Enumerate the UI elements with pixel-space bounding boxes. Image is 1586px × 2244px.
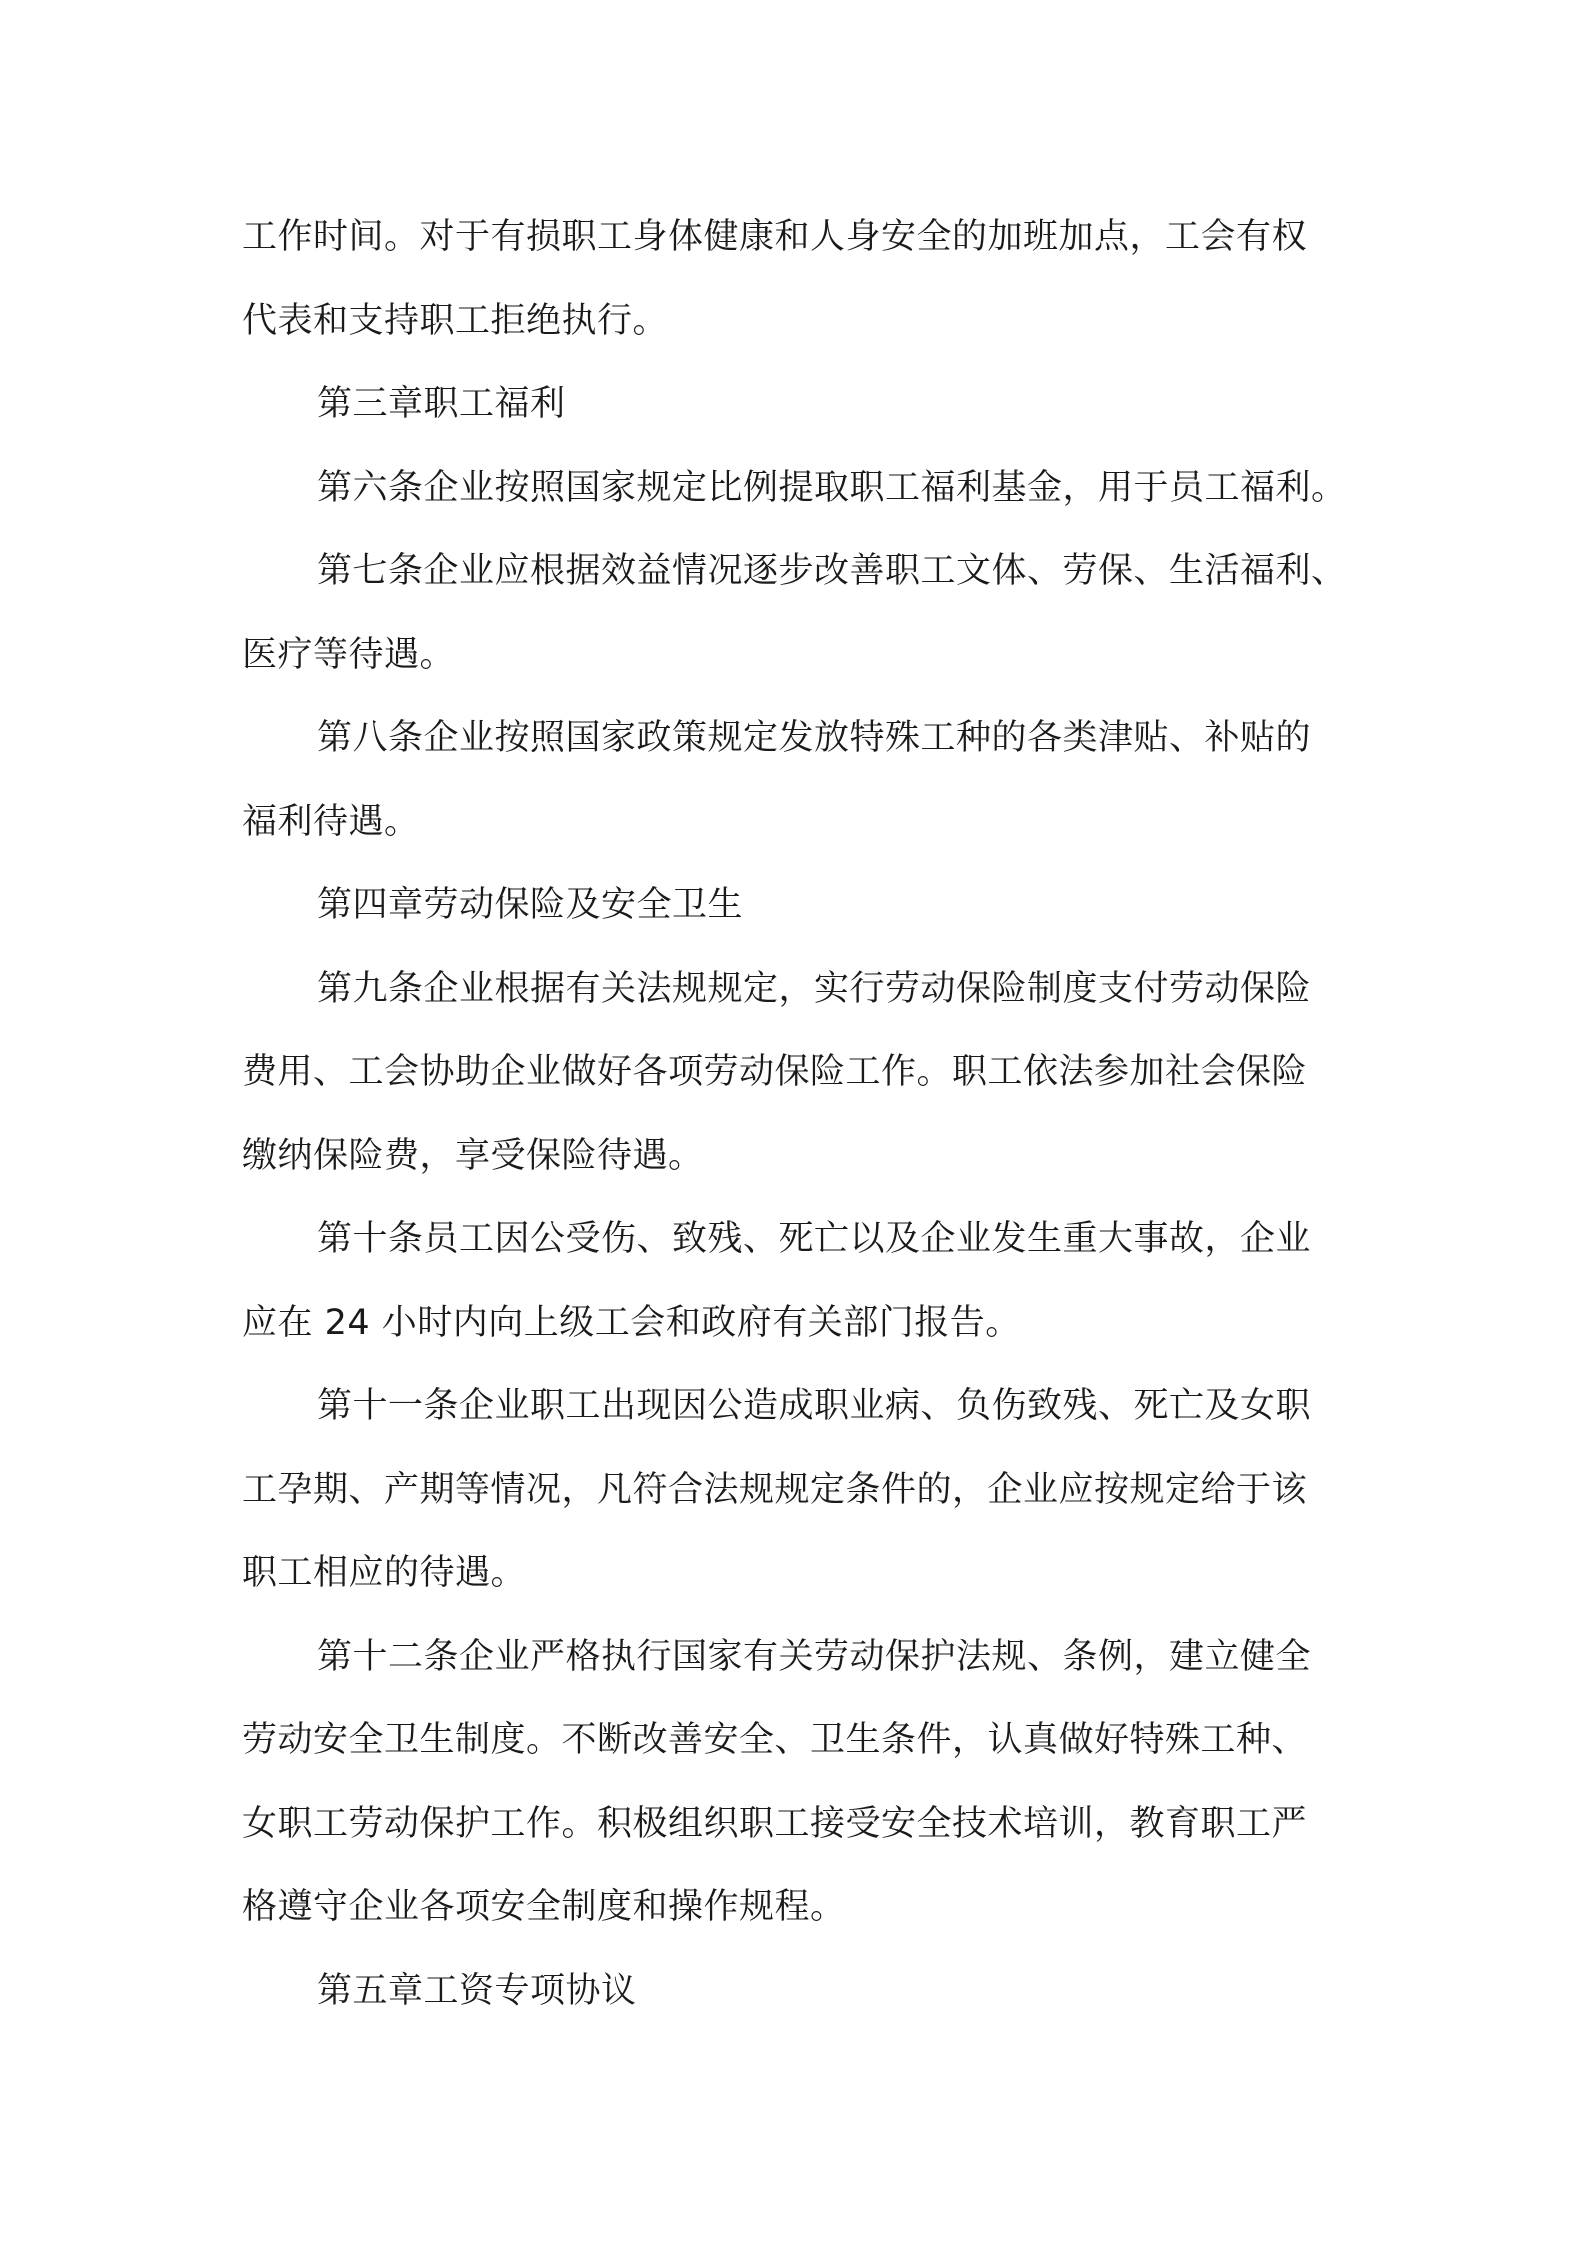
text-line: 代表和支持职工拒绝执行。 [242,300,669,341]
chapter-heading: 第四章劳动保险及安全卫生 [317,885,744,925]
article-line: 第七条企业应根据效益情况逐步改善职工文体、劳保、生活福利、 [317,551,1347,591]
article-line: 第十二条企业严格执行国家有关劳动保护法规、条例，建立健全 [317,1636,1312,1677]
article-line: 第八条企业按照国家政策规定发放特殊工种的各类津贴、补贴的 [317,718,1312,758]
text-line: 劳动安全卫生制度。不断改善安全、卫生条件，认真做好特殊工种、 [242,1720,1308,1760]
article-line: 第十条员工因公受伤、致残、死亡以及企业发生重大事故，企业 [317,1219,1312,1259]
text-line: 缴纳保险费，享受保险待遇。 [242,1135,704,1176]
text-line: 费用、工会协助企业做好各项劳动保险工作。职工依法参加社会保险 [242,1052,1308,1092]
text-line: 女职工劳动保护工作。积极组织职工接受安全技术培训，教育职工严 [242,1803,1308,1844]
article-line: 第十一条企业职工出现因公造成职业病、负伤致残、死亡及女职 [317,1386,1312,1426]
text-line: 应在 24 小时内向上级工会和政府有关部门报告。 [242,1302,1021,1343]
text-line: 工作时间。对于有损职工身体健康和人身安全的加班加点，工会有权 [242,217,1308,257]
chapter-heading: 第五章工资专项协议 [317,1970,637,2011]
text-line: 职工相应的待遇。 [242,1553,527,1593]
text-line: 工孕期、产期等情况，凡符合法规规定条件的，企业应按规定给于该 [242,1469,1308,1510]
article-line: 第九条企业根据有关法规规定，实行劳动保险制度支付劳动保险 [317,968,1312,1009]
text-line: 格遵守企业各项安全制度和操作规程。 [242,1887,846,1927]
document-body [242,196,1362,2033]
text-line: 医疗等待遇。 [242,634,456,675]
text-line: 福利待遇。 [242,801,420,842]
article-line: 第六条企业按照国家规定比例提取职工福利基金，用于员工福利。 [317,467,1347,508]
chapter-heading: 第三章职工福利 [317,384,566,424]
